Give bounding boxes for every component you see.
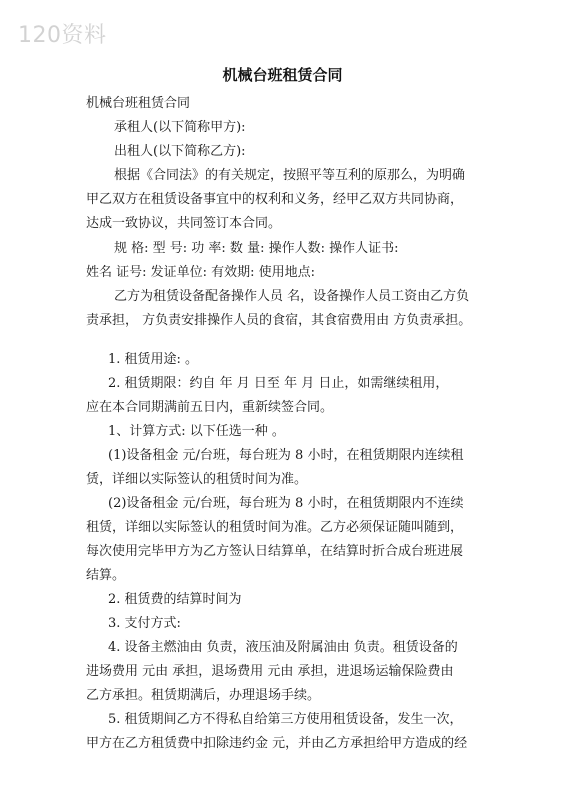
- clause-5-line-2: 甲方在乙方租赁费中扣除违约金 元，并由乙方承担给甲方造成的经: [86, 736, 468, 751]
- operator-line-1: 乙方为租赁设备配备操作人员 名，设备操作人员工资由乙方负: [114, 289, 470, 304]
- operator-line-2: 责承担， 方负责安排操作人员的食宿，其食宿费用由 方负责承担。: [86, 313, 472, 328]
- preamble-line-2: 甲乙双方在租赁设备事宜中的权利和义务，经甲乙双方共同协商，: [86, 192, 464, 207]
- clause-5-line-1: 5. 租赁期间乙方不得私自给第三方使用租赁设备，发生一次，: [108, 712, 463, 727]
- option-1-line-1: (1)设备租金 元/台班，每台班为 8 小时，在租赁期限内连续租: [108, 448, 464, 463]
- calc-method-line: 1、计算方式: 以下任选一种 。: [108, 424, 285, 439]
- lessee-line: 承租人(以下简称甲方):: [114, 120, 246, 135]
- option-2-line-1: (2)设备租金 元/台班，每台班为 8 小时，在租赁期限内不连续: [108, 496, 464, 511]
- doc-subtitle: 机械台班租赁合同: [86, 96, 191, 111]
- option-2-line-4: 结算。: [86, 568, 126, 583]
- option-2-line-2: 租赁，详细以实际签认的租赁时间为准。乙方必须保证随叫随到，: [86, 520, 464, 535]
- spec-fields-line-2: 姓名 证号: 发证单位: 有效期: 使用地点:: [86, 265, 316, 280]
- clause-2-term-line-2: 应在本合同期满前五日内，重新续签合同。: [86, 400, 334, 415]
- watermark-logo-text: 120资料: [18, 23, 107, 48]
- preamble-line-1: 根据《合同法》的有关规定，按照平等互利的原那么，为明确: [114, 168, 466, 183]
- preamble-line-3: 达成一致协议，共同签订本合同。: [86, 216, 282, 231]
- document-title: 机械台班租赁合同: [222, 66, 343, 84]
- clause-2-term-line-1: 2. 租赁期限：约自 年 月 日至 年 月 日止，如需继续租用，: [108, 376, 449, 391]
- clause-4-line-3: 乙方承担。租赁期满后，办理退场手续。: [86, 688, 321, 703]
- clause-4-line-1: 4. 设备主燃油由 负责，液压油及附属油由 负责。租赁设备的: [108, 640, 458, 655]
- settlement-time-line: 2. 租赁费的结算时间为: [108, 592, 242, 607]
- clause-4-line-2: 进场费用 元由 承担，退场费用 元由 承担，进退场运输保险费由: [86, 664, 454, 679]
- option-2-line-3: 每次使用完毕甲方为乙方签认日结算单，在结算时折合成台班进展: [86, 544, 464, 559]
- clause-1-purpose: 1. 租赁用途: 。: [108, 352, 199, 367]
- payment-method-line: 3. 支付方式:: [108, 616, 181, 631]
- lessor-line: 出租人(以下简称乙方):: [114, 144, 246, 159]
- option-1-line-2: 赁，详细以实际签认的租赁时间为准。: [86, 472, 308, 487]
- spec-fields-line-1: 规 格: 型 号: 功 率: 数 量: 操作人数: 操作人证书:: [114, 241, 399, 256]
